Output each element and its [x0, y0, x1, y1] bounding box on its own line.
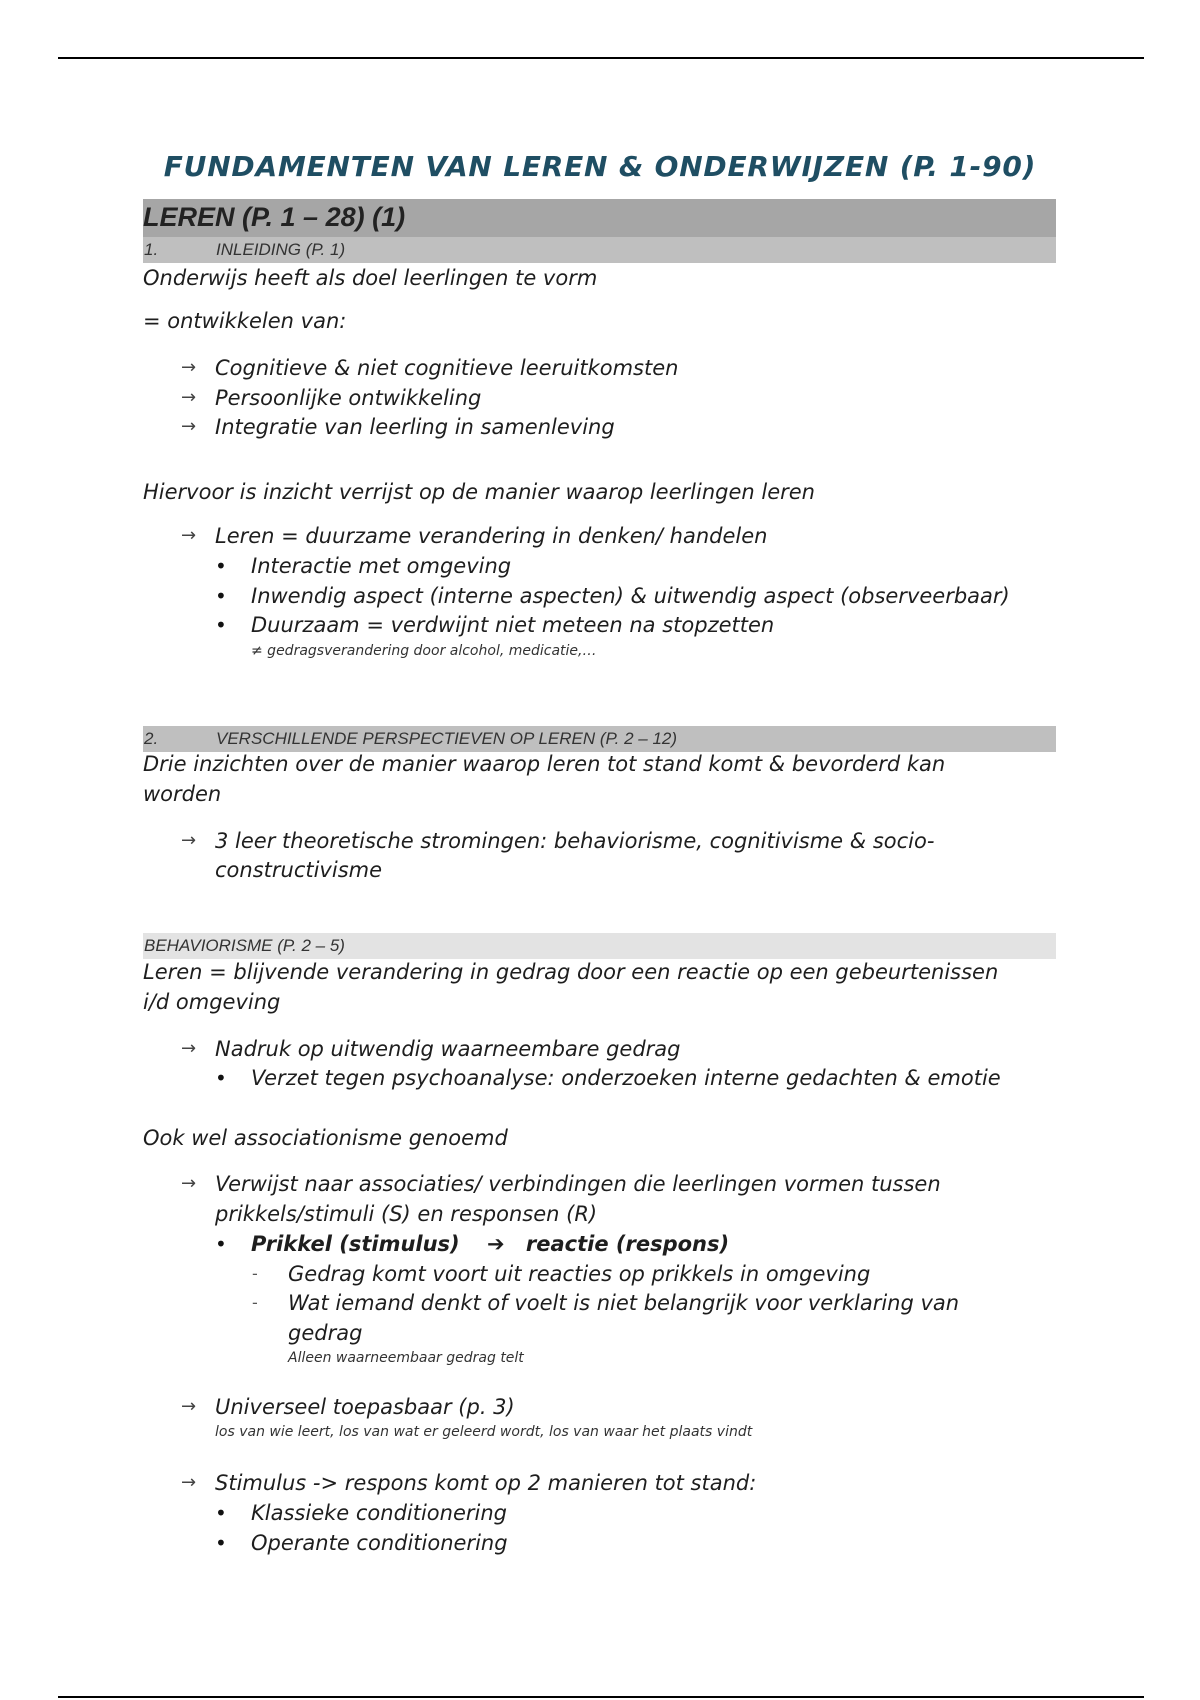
bullet-icon: • [215, 554, 227, 578]
list-item-continued: constructivisme [215, 858, 383, 882]
section-1-heading [143, 237, 1056, 263]
arrow-icon: → [181, 357, 197, 378]
section-2-number: 2. [144, 729, 159, 748]
also-paragraph: Ook wel associationisme genoemd [143, 1126, 508, 1150]
bullet-icon: • [215, 613, 227, 637]
section-1-title: INLEIDING (P. 1) [216, 240, 346, 259]
document-title: FUNDAMENTEN VAN LEREN & ONDERWIJZEN (P. 1-90) [163, 150, 1037, 183]
insight-paragraph: Hiervoor is inzicht verrijst op de manier waarop leerlingen leren [143, 480, 815, 504]
bullet-item: Duurzaam = verdwijnt niet meteen na stopzetten [251, 613, 775, 637]
behaviorism-title: BEHAVIORISME (P. 2 – 5) [144, 936, 345, 955]
dash-item: Gedrag komt voort uit reacties op prikkels in omgeving [288, 1262, 871, 1286]
bullet-item: Operante conditionering [251, 1531, 508, 1555]
section-1-number: 1. [144, 240, 159, 259]
bullet-icon: • [215, 1501, 227, 1525]
stimulus-label: Prikkel (stimulus) [251, 1232, 460, 1256]
note-text: ≠ gedragsverandering door alcohol, medicatie,… [251, 643, 597, 659]
behaviorism-def-line1: Leren = blijvende verandering in gedrag door een reactie op een gebeurtenissen [143, 960, 999, 984]
list-item: Persoonlijke ontwikkeling [215, 386, 482, 410]
develop-paragraph: = ontwikkelen van: [143, 309, 347, 333]
stimulus-response-item [251, 1229, 729, 1259]
arrow-icon: → [181, 416, 197, 437]
arrow-icon: → [181, 525, 197, 546]
arrow-icon: → [181, 1472, 197, 1493]
behaviorism-heading [143, 933, 1056, 959]
dash-icon: - [252, 1293, 258, 1312]
arrow-icon: → [181, 1396, 197, 1417]
heading-1-bar [143, 199, 1056, 237]
section-2-title: VERSCHILLENDE PERSPECTIEVEN OP LEREN (P. 2 – 12) [216, 729, 678, 748]
right-arrow-icon: ➔ [486, 1232, 505, 1256]
list-item: Nadruk op uitwendig waarneembare gedrag [215, 1037, 681, 1061]
bullet-icon: • [215, 584, 227, 608]
bullet-item: Inwendig aspect (interne aspecten) & uitwendig aspect (observeerbaar) [251, 584, 1010, 608]
section-2-intro-line2: worden [143, 782, 222, 806]
bottom-rule [58, 1696, 1144, 1698]
list-item: Integratie van leerling in samenleving [215, 415, 615, 439]
note-text: Alleen waarneembaar gedrag telt [288, 1350, 524, 1366]
arrow-icon: → [181, 830, 197, 851]
bullet-icon: • [215, 1066, 227, 1090]
bullet-icon: • [215, 1531, 227, 1555]
arrow-icon: → [181, 1173, 197, 1194]
dash-item-continued: gedrag [288, 1321, 363, 1345]
bullet-item: Klassieke conditionering [251, 1501, 507, 1525]
list-item-continued: prikkels/stimuli (S) en responsen (R) [215, 1202, 598, 1226]
list-item: Verwijst naar associaties/ verbindingen die leerlingen vormen tussen [215, 1172, 941, 1196]
bullet-icon: • [215, 1232, 227, 1256]
list-item: Leren = duurzame verandering in denken/ handelen [215, 524, 768, 548]
note-text: los van wie leert, los van wat er geleerd wordt, los van waar het plaats vindt [215, 1424, 753, 1440]
list-item: 3 leer theoretische stromingen: behaviorisme, cognitivisme & socio- [215, 829, 935, 853]
behaviorism-def-line2: i/d omgeving [143, 990, 281, 1014]
bullet-item: Interactie met omgeving [251, 554, 512, 578]
response-label: reactie (respons) [525, 1232, 730, 1256]
dash-item: Wat iemand denkt of voelt is niet belangrijk voor verklaring van [288, 1291, 960, 1315]
list-item: Universeel toepasbaar (p. 3) [215, 1395, 515, 1419]
section-2-intro-line1: Drie inzichten over de manier waarop leren tot stand komt & bevorderd kan [143, 752, 946, 776]
bullet-item: Verzet tegen psychoanalyse: onderzoeken interne gedachten & emotie [251, 1066, 1001, 1090]
arrow-icon: → [181, 1038, 197, 1059]
dash-icon: - [252, 1264, 258, 1283]
list-item: Stimulus -> respons komt op 2 manieren tot stand: [215, 1471, 757, 1495]
arrow-icon: → [181, 387, 197, 408]
top-rule [58, 57, 1144, 59]
list-item: Cognitieve & niet cognitieve leeruitkomsten [215, 356, 679, 380]
intro-paragraph: Onderwijs heeft als doel leerlingen te vorm [143, 266, 598, 290]
heading-1: LEREN (P. 1 – 28) (1) [143, 202, 406, 232]
